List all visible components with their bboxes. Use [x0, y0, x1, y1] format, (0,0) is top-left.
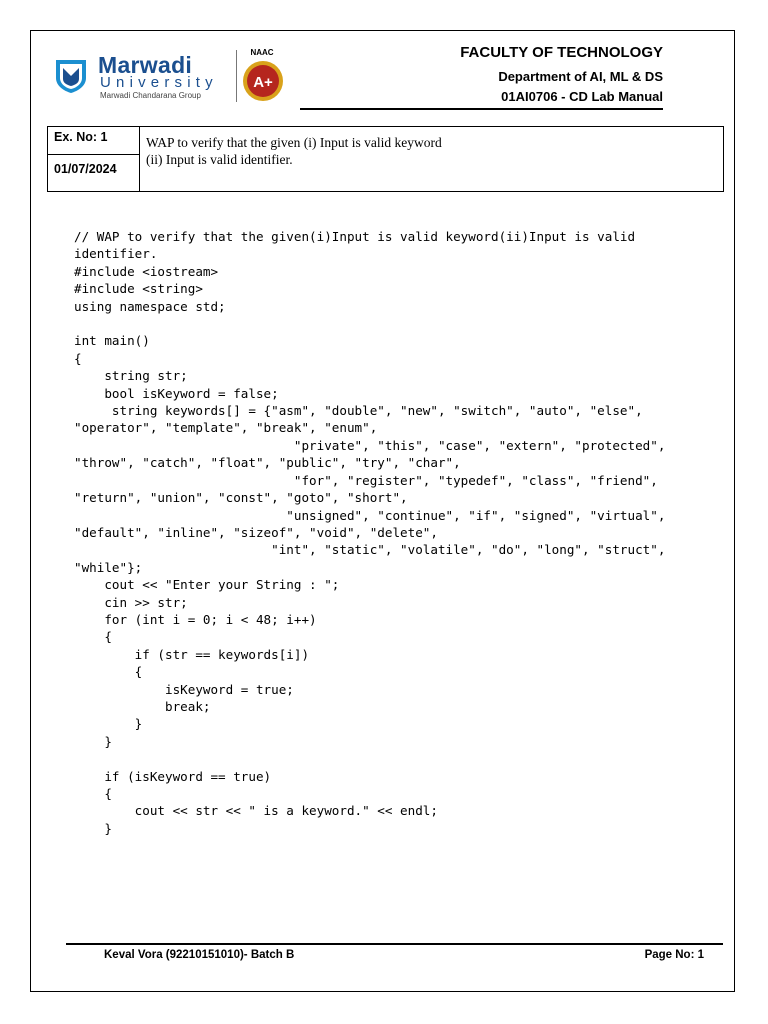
department-title: Department of AI, ML & DS — [498, 69, 663, 84]
exercise-number: Ex. No: 1 — [48, 127, 139, 155]
course-code: 01AI0706 - CD Lab Manual — [501, 89, 663, 104]
logo-separator — [236, 50, 237, 102]
exercise-table — [47, 126, 724, 192]
shield-icon — [52, 56, 90, 94]
naac-grade: A+ — [253, 74, 273, 91]
footer-rule — [66, 943, 723, 945]
naac-badge — [242, 48, 288, 104]
naac-seal-icon — [242, 60, 284, 102]
university-word: University — [100, 74, 218, 91]
code-listing: // WAP to verify that the given(i)Input is valid keyword(ii)Input is valid identifier. #include <iostream> #include <string> using namespace std; int main() { string str; bool isKeyword = false; string keywords[] = {"asm", "double", "new", "switch", "auto", "else", "operator", "template", "break", "enum", "private", "this", "case", "extern", "protected", "throw", "catch", "float", "public", "try", "char", "for", "register", "typedef", "class", "friend", "return", "union", "const", "goto", "short", "unsigned", "continue", "if", "signed", "virtual", "default", "inline", "sizeof", "void", "delete", "int", "static", "volatile", "do", "long", "struct", "while"}; cout << "Enter your String : "; cin >> str; for (int i = 0; i < 48; i++) { if (str == keywords[i]) { isKeyword = true; break; } } if (isKeyword == true) { cout << str << " is a keyword." << endl; } — [74, 229, 666, 836]
university-name: Marwadi — [98, 52, 193, 78]
header-rule — [300, 108, 663, 110]
aim-line: (ii) Input is valid identifier. — [146, 152, 293, 167]
exercise-aim — [146, 134, 442, 168]
faculty-title: FACULTY OF TECHNOLOGY — [460, 44, 663, 61]
footer-author: Keval Vora (92210151010)- Batch B — [104, 949, 295, 961]
aim-line: WAP to verify that the given (i) Input is valid keyword — [146, 135, 442, 150]
naac-label: NAAC — [250, 48, 274, 57]
exercise-date: 01/07/2024 — [54, 162, 117, 176]
page-number: Page No: 1 — [644, 949, 704, 961]
university-group: Marwadi Chandarana Group — [100, 91, 201, 100]
exercise-meta-column — [48, 127, 140, 191]
